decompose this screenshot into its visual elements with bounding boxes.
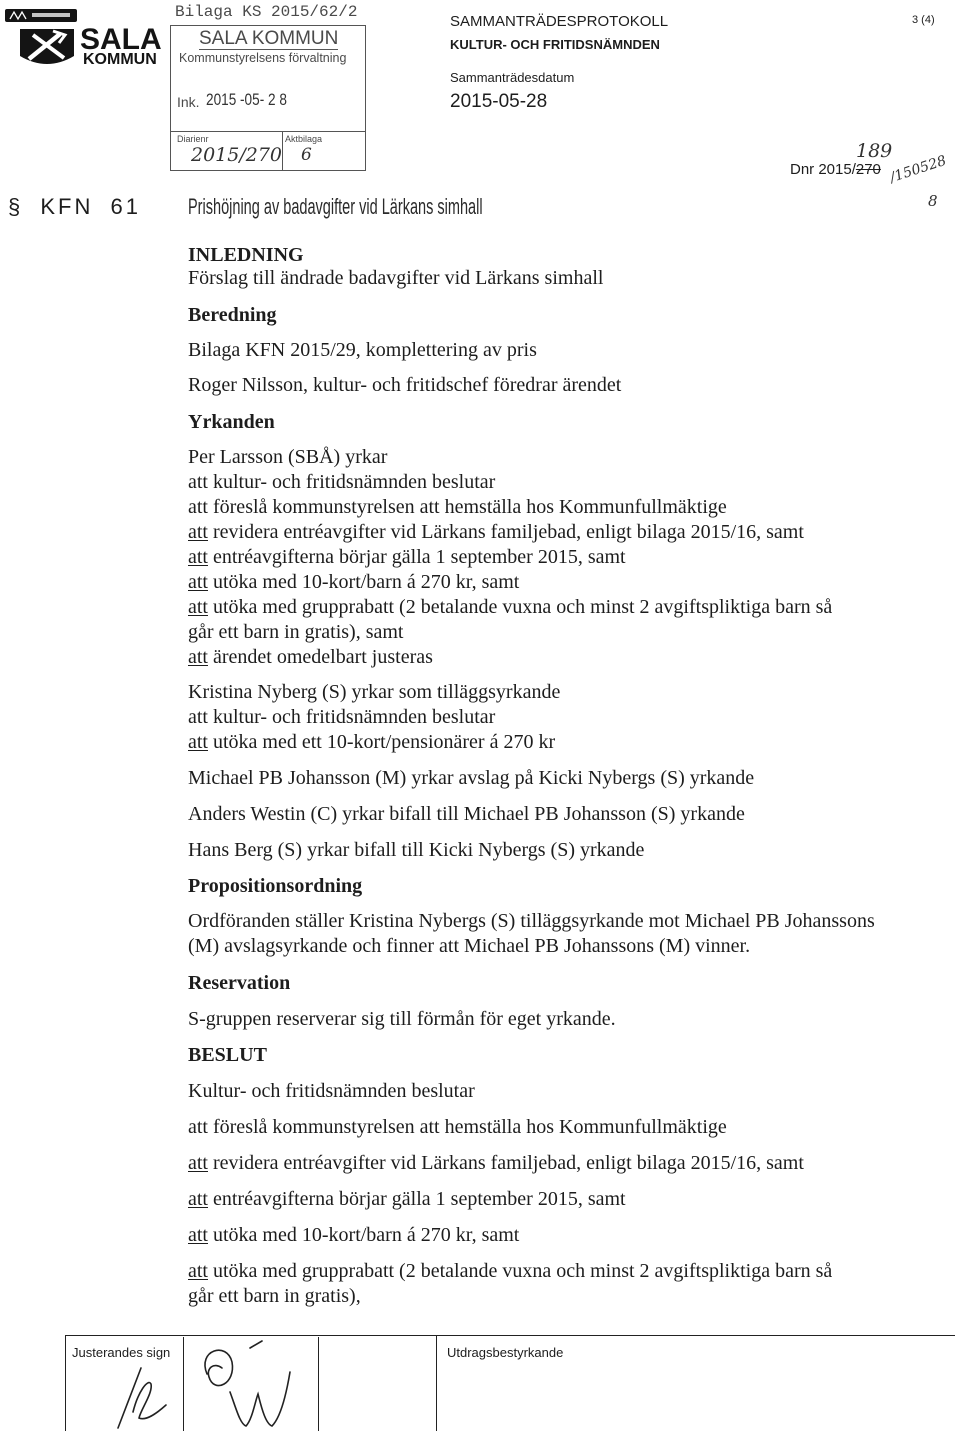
propositionsordning-line: (M) avslagsyrkande och finner att Michael PB Johanssons (M) vinner. xyxy=(188,935,751,957)
stamp-ink-label: Ink. xyxy=(177,94,200,110)
diarienr-value: 2015/270 xyxy=(191,144,283,166)
yrkande-text: entréavgifterna börjar gälla 1 september 2015, samt xyxy=(213,546,626,568)
dnr-handwritten-number: 189 xyxy=(856,140,893,162)
bilaga-annotation: Bilaga KS 2015/62/2 xyxy=(175,3,358,21)
beredning-line: Roger Nilsson, kultur- och fritidschef föredrar ärendet xyxy=(188,374,622,396)
meeting-date-label: Sammanträdesdatum xyxy=(450,70,575,85)
beredning-line: Bilaga KFN 2015/29, komplettering av pris xyxy=(188,339,537,361)
beslut-text: utöka med 10-kort/barn á 270 kr, samt xyxy=(213,1224,520,1246)
yrkande-text: ärendet omedelbart justeras xyxy=(213,646,433,668)
beredning-heading: Beredning xyxy=(188,304,277,326)
beslut-text: utöka med grupprabatt (2 betalande vuxna och minst 2 avgiftspliktiga barn så xyxy=(213,1260,833,1282)
att-keyword: att xyxy=(188,731,208,753)
beslut-heading: BESLUT xyxy=(188,1044,267,1066)
stamp-divider xyxy=(171,131,365,132)
att-keyword: att xyxy=(188,1188,208,1210)
beslut-line: att föreslå kommunstyrelsen att hemställa hos Kommunfullmäktige xyxy=(188,1116,727,1138)
inledning-text: Förslag till ändrade badavgifter vid Lärkans simhall xyxy=(188,267,604,289)
yrkande-text: utöka med grupprabatt (2 betalande vuxna och minst 2 avgiftspliktiga barn så xyxy=(213,596,833,618)
dnr xyxy=(790,161,881,179)
handwritten-date-note: /150528 xyxy=(888,152,949,186)
diarienr-label: Diarienr xyxy=(177,134,209,144)
beslut-line xyxy=(188,1187,626,1211)
crown-banner-icon xyxy=(5,8,77,23)
yrkanden-heading: Yrkanden xyxy=(188,411,275,433)
beslut-line xyxy=(188,1151,804,1175)
yrkande-line: att föreslå kommunstyrelsen att hemställa hos Kommunfullmäktige xyxy=(188,496,727,518)
yrkande-statement: Anders Westin (C) yrkar bifall till Michael PB Johansson (S) yrkande xyxy=(188,803,745,825)
paragraph-number: § KFN 61 xyxy=(8,194,141,219)
beslut-text: entréavgifterna börjar gälla 1 september 2015, samt xyxy=(213,1188,626,1210)
att-keyword: att xyxy=(188,596,208,618)
att-keyword: att xyxy=(188,571,208,593)
yrkande-text: revidera entréavgifter vid Lärkans familjebad, enligt bilaga 2015/16, samt xyxy=(213,521,804,543)
utdragsbestyrkande-label: Utdragsbestyrkande xyxy=(447,1345,564,1360)
yrkande-line xyxy=(188,730,555,754)
yrkande-line: att kultur- och fritidsnämnden beslutar xyxy=(188,706,496,728)
stamp-org: SALA KOMMUN xyxy=(199,28,339,49)
footer-divider xyxy=(436,1335,437,1431)
logo-name: SALA xyxy=(80,23,162,56)
att-keyword: att xyxy=(188,646,208,668)
yrkande-line xyxy=(188,645,433,669)
beslut-line: går ett barn in gratis), xyxy=(188,1285,361,1307)
beslut-text: revidera entréavgifter vid Lärkans familjebad, enligt bilaga 2015/16, samt xyxy=(213,1152,804,1174)
att-keyword: att xyxy=(188,1260,208,1282)
yrkande-line xyxy=(188,520,804,544)
reservation-text: S-gruppen reserverar sig till förmån för eget yrkande. xyxy=(188,1008,616,1030)
handwritten-mark: 8 xyxy=(928,192,938,210)
yrkande-text: utöka med ett 10-kort/pensionärer á 270 kr xyxy=(213,731,556,753)
yrkande-text: utöka med 10-kort/barn á 270 kr, samt xyxy=(213,571,520,593)
yrkande-line xyxy=(188,545,626,569)
att-keyword: att xyxy=(188,546,208,568)
att-keyword: att xyxy=(188,521,208,543)
beslut-intro: Kultur- och fritidsnämnden beslutar xyxy=(188,1080,475,1102)
beslut-line xyxy=(188,1223,519,1247)
committee-name: KULTUR- OCH FRITIDSNÄMNDEN xyxy=(450,37,660,52)
section-title: Prishöjning av badavgifter vid Lärkans simhall xyxy=(188,194,483,219)
registry-stamp xyxy=(170,25,366,171)
stamp-ink-date: 2015 -05- 2 8 xyxy=(206,90,287,109)
stamp-column-divider xyxy=(282,131,283,170)
att-keyword: att xyxy=(188,1224,208,1246)
propositionsordning-heading: Propositionsordning xyxy=(188,875,363,897)
yrkande-line xyxy=(188,570,519,594)
meeting-date: 2015-05-28 xyxy=(450,91,548,112)
aktbilaga-value: 6 xyxy=(301,145,312,165)
beslut-line xyxy=(188,1259,832,1283)
reservation-heading: Reservation xyxy=(188,972,291,994)
signature-2 xyxy=(205,1341,290,1426)
propositionsordning-line: Ordföranden ställer Kristina Nybergs (S) tilläggsyrkande mot Michael PB Johanssons xyxy=(188,910,875,932)
yrkande-line: att kultur- och fritidsnämnden beslutar xyxy=(188,471,496,493)
dnr-struck-number: 270 xyxy=(855,161,881,178)
yrkande-intro: Kristina Nyberg (S) yrkar som tilläggsyrkande xyxy=(188,681,561,703)
signatures xyxy=(65,1335,365,1431)
att-keyword: att xyxy=(188,1152,208,1174)
sala-kommun-logo xyxy=(4,6,166,72)
yrkande-statement: Michael PB Johansson (M) yrkar avslag på Kicki Nybergs (S) yrkande xyxy=(188,767,755,789)
page-number: 3 (4) xyxy=(912,14,935,26)
yrkande-intro: Per Larsson (SBÅ) yrkar xyxy=(188,446,388,468)
yrkande-line: går ett barn in gratis), samt xyxy=(188,621,404,643)
inledning-heading: INLEDNING xyxy=(188,244,304,266)
dnr-label: Dnr 2015/ xyxy=(790,161,856,178)
justerandes-sign-label: Justerandes sign xyxy=(72,1345,171,1360)
logo-sub: KOMMUN xyxy=(83,51,157,68)
aktbilaga-label: Aktbilaga xyxy=(285,134,323,144)
stamp-dept: Kommunstyrelsens förvaltning xyxy=(179,51,347,65)
document-type: SAMMANTRÄDESPROTOKOLL xyxy=(450,13,669,30)
yrkande-statement: Hans Berg (S) yrkar bifall till Kicki Nybergs (S) yrkande xyxy=(188,839,645,861)
municipal-shield-icon xyxy=(18,26,76,70)
signature-1 xyxy=(118,1368,166,1428)
yrkande-line xyxy=(188,595,832,619)
